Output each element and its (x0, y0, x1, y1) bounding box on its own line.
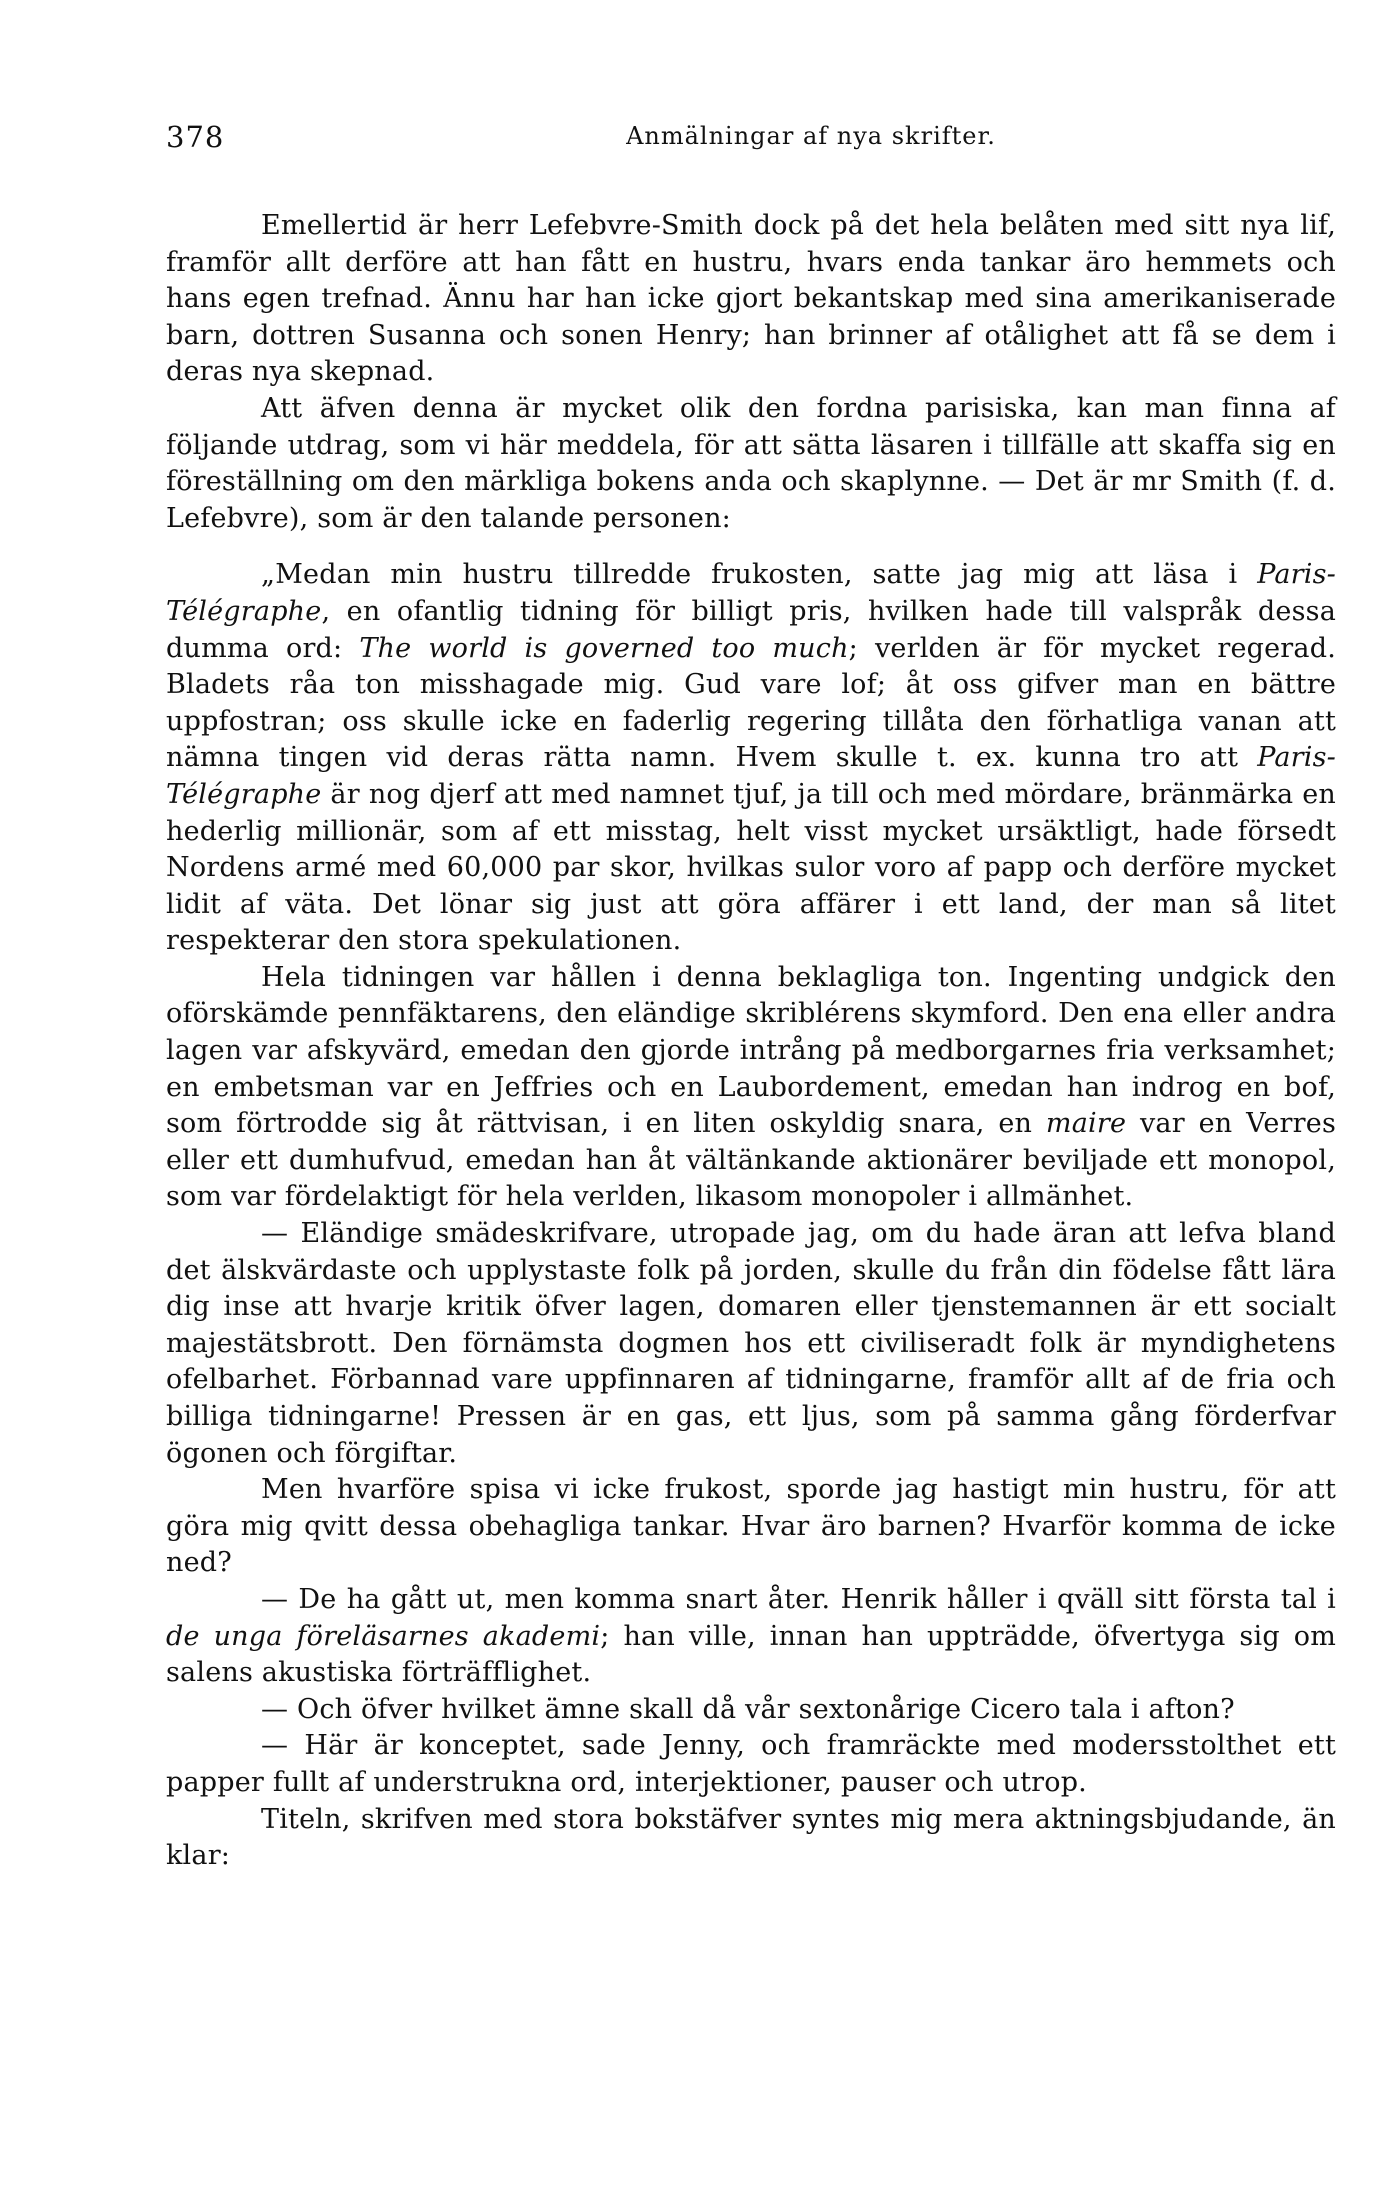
quote-paragraph: — Här är konceptet, sade Jenny, och framräckte med modersstolthet ett papper fullt af understrukna ord, interjektioner, pauser och utrop. (166, 1730, 1336, 1798)
page-header (166, 120, 1336, 164)
italic-word: maire (1045, 1108, 1127, 1140)
italic-title: Paris-Télégraphe (166, 742, 1336, 810)
italic-phrase: The world is governed too much (359, 632, 849, 664)
quote-paragraph: „Medan min hustru tillredde frukosten, satte jag mig att läsa i Paris-Télégraphe, en ofantlig tidning för billigt pris, hvilken hade till valspråk dessa dumma ord: The world is governed too much; verlden är för mycket regerad. Bladets råa ton misshagade mig. Gud vare lof; åt oss gifver man en bättre uppfostran; oss skulle icke en faderlig regering tillåta den förhatliga vanan att nämna tingen vid deras rätta namn. Hvem skulle t. ex. kunna tro att Paris-Télégraphe är nog djerf att med namnet tjuf, ja till och med mördare, bränmärka en hederlig millionär, som af ett misstag, helt visst mycket ursäktligt, hade försedt Nordens armé med 60,000 par skor, hvilkas sulor voro af papp och derföre mycket lidit af väta. Det lönar sig just att göra affärer i ett land, der man så litet respekterar den stora spekulationen. (166, 559, 1336, 957)
quote-paragraph: — Och öfver hvilket ämne skall då vår sextonårige Cicero tala i afton? (261, 1693, 1235, 1725)
paragraph: Att äfven denna är mycket olik den fordna parisiska, kan man finna af följande utdrag, som vi här meddela, för att sätta läsaren i tillfälle att skaffa sig en föreställning om den märkliga bokens anda och skaplynne. — Det är mr Smith (f. d. Lefebvre), som är den talande personen: (166, 392, 1336, 534)
quote-paragraph: Titeln, skrifven med stora bokstäfver syntes mig mera aktningsbjudande, än klar: (166, 1803, 1336, 1872)
page-number: 378 (166, 120, 225, 154)
quote-paragraph: Hela tidningen var hållen i denna beklagliga ton. Ingenting undgick den oförskämde pennfäktarens, den eländige skriblérens skymford. Den ena eller andra lagen var afskyvärd, emedan den gjorde intrång på medborgarnes fria verksamhet; en embetsman var en Jeffries och en Laubordement, emedan han indrog en bof, som förtrodde sig åt rättvisan, i en liten oskyldig snara, en maire var en Verres eller ett dumhufvud, emedan han åt vältänkande aktionärer beviljade ett monopol, som var fördelaktigt för hela verlden, likasom monopoler i allmänhet. (166, 961, 1336, 1213)
document-page (166, 120, 1336, 1875)
running-head: Anmälningar af nya skrifter. (626, 122, 996, 150)
italic-phrase: de unga föreläsarnes akademi (166, 1620, 601, 1652)
body-text (166, 208, 1336, 1875)
paragraph: Emellertid är herr Lefebvre-Smith dock på det hela belåten med sitt nya lif, framför allt derföre att han fått en hustru, hvars enda tankar äro hemmets och hans egen trefnad. Ännu har han icke gjort bekantskap med sina amerikaniserade barn, dottren Susanna och sonen Henry; han brinner af otålighet att få se dem i deras nya skepnad. (166, 210, 1336, 388)
quote-paragraph: — Eländige smädeskrifvare, utropade jag, om du hade äran att lefva bland det älskvärdaste och upplystaste folk på jorden, skulle du från din födelse fått lära dig inse att hvarje kritik öfver lagen, domaren eller tjenstemannen är ett socialt majestätsbrott. Den förnämsta dogmen hos ett civiliseradt folk är myndighetens ofelbarhet. Förbannad vare uppfinnaren af tidningarne, framför allt af de fria och billiga tidningarne! Pressen är en gas, ett ljus, som på samma gång förderfvar ögonen och förgiftar. (166, 1218, 1336, 1469)
quote-paragraph: Men hvarföre spisa vi icke frukost, sporde jag hastigt min hustru, för att göra mig qvitt dessa obehagliga tankar. Hvar äro barnen? Hvarför komma de icke ned? (166, 1474, 1336, 1579)
italic-title: Paris-Télégraphe (166, 559, 1336, 627)
quote-paragraph: — De ha gått ut, men komma snart åter. Henrik håller i qväll sitt första tal i de unga föreläsarnes akademi; han ville, innan han uppträdde, öfvertyga sig om salens akustiska förträfflighet. (166, 1583, 1336, 1689)
